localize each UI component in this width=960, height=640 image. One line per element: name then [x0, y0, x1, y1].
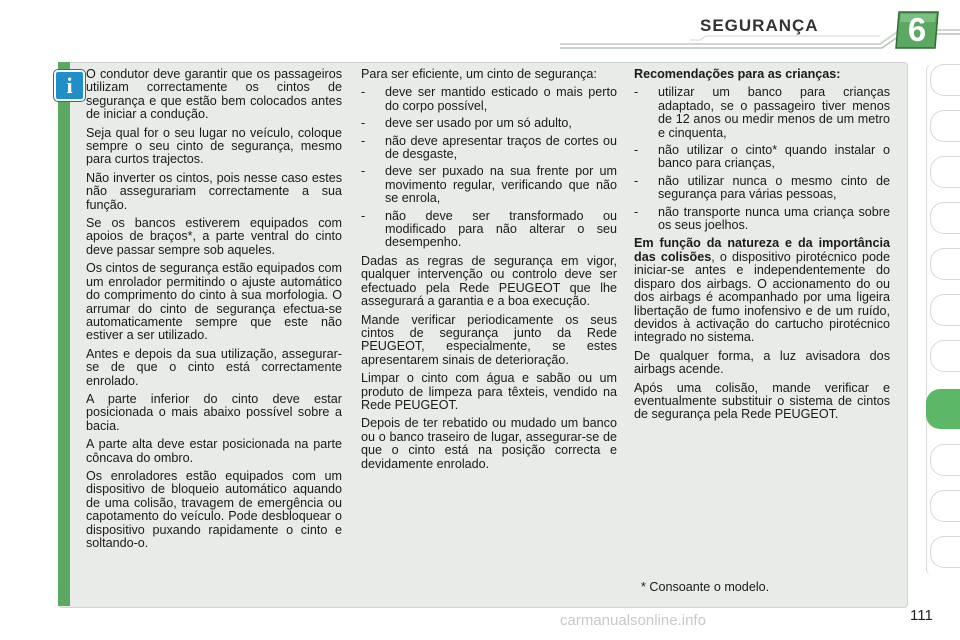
list-item-text: não deve ser transformado ou modificado para não alterar o seu desempenho.	[385, 208, 617, 250]
side-tab[interactable]	[930, 294, 960, 326]
list-item	[634, 144, 890, 171]
paragraph: Se os bancos estiverem equipados com apoios de braços*, a parte ventral do cinto deve passar sempre sob aqueles.	[86, 216, 342, 257]
dash-bullet: -	[361, 116, 366, 131]
belt-requirements-list	[361, 86, 617, 249]
side-tab[interactable]	[930, 536, 960, 568]
side-tab[interactable]	[930, 490, 960, 522]
paragraph: A parte inferior do cinto deve estar posicionada o mais abaixo possível sobre a bacia.	[86, 391, 342, 433]
paragraph: De qualquer forma, a luz avisadora dos airbags acende.	[634, 348, 890, 377]
list-item-text: utilizar um banco para crianças adaptado, se o passageiro tiver menos de 12 anos ou medir menos de um metro e cinquenta,	[658, 85, 890, 140]
airbag-paragraph	[634, 237, 890, 344]
paragraph: Os enroladores estão equipados com um dispositivo de bloqueio automático aquando de uma colisão, travagem de emergência ou capotamento do veículo. Pode desbloquear o dispositivo puxando rapidamente o cinto e soltando-o.	[86, 468, 342, 550]
list-item	[361, 117, 617, 130]
footnote: * Consoante o modelo.	[641, 580, 770, 594]
side-tab-strip	[926, 64, 960, 576]
paragraph: Dadas as regras de segurança em vigor, qualquer intervenção ou controlo deve ser efectuado pela Rede PEUGEOT que lhe assegurará a garantia e a boa execução.	[361, 253, 617, 309]
paragraph: A parte alta deve estar posicionada na parte côncava do ombro.	[86, 437, 342, 465]
dash-bullet: -	[361, 85, 366, 100]
section-title: SEGURANÇA	[700, 16, 819, 35]
paragraph: Após uma colisão, mande verificar e eventualmente substituir o sistema de cintos de segurança pela Rede PEUGEOT.	[634, 380, 890, 422]
side-tab[interactable]	[930, 156, 960, 188]
accent-bar	[58, 62, 70, 606]
dash-bullet: -	[361, 164, 366, 179]
side-tab-active[interactable]	[926, 389, 960, 429]
chapter-number: 6	[907, 11, 927, 48]
paragraph: Antes e depois da sua utilização, assegurar-se de que o cinto está correctamente enrolado.	[86, 346, 342, 388]
airbag-heading: Em função da natureza e da importância das colisões	[634, 236, 890, 264]
list-item-text: não utilizar nunca o mesmo cinto de segurança para várias pessoas,	[658, 173, 890, 202]
children-recommendations-list	[634, 86, 890, 232]
dash-bullet: -	[361, 133, 366, 148]
list-item-text: deve ser puxado na sua frente por um movimento regular, verificando que não se enrola,	[385, 164, 617, 206]
side-tab[interactable]	[930, 64, 960, 96]
paragraph: Os cintos de segurança estão equipados com um enrolador permitindo o ajuste automático do comprimento do cinto à sua morfologia. O arrumar do cinto de segurança efectua-se automaticamente sempre que este não estiver a ser utilizado.	[86, 261, 342, 343]
list-item-text: não transporte nunca uma criança sobre os seus joelhos.	[658, 204, 890, 233]
paragraph: O condutor deve garantir que os passageiros utilizam correctamente os cintos de segurança e que estão bem colocados antes de iniciar a condução.	[86, 67, 342, 122]
list-item	[361, 210, 617, 250]
dash-bullet: -	[634, 173, 639, 188]
paragraph: Seja qual for o seu lugar no veículo, coloque sempre o seu cinto de segurança, mesmo para curtos trajectos.	[86, 125, 342, 167]
list-item	[361, 86, 617, 113]
side-tab[interactable]	[930, 202, 960, 234]
list-item-text: deve ser usado por um só adulto,	[385, 116, 572, 131]
paragraph: Não inverter os cintos, pois nesse caso estes não assegurariam correctamente a sua função.	[86, 170, 342, 212]
list-item	[634, 86, 890, 140]
dash-bullet: -	[361, 208, 366, 223]
airbag-text: , o dispositivo pirotécnico pode iniciar-se antes e independentemente do disparo dos airbags. O accionamento do ou dos airbags é acompanhado por uma ligeira libertação de fumo inofensivo e de um ruído, devidos à activação do cartucho pirotécnico integrado no sistema.	[634, 249, 890, 345]
dash-bullet: -	[634, 85, 639, 100]
list-item	[361, 165, 617, 205]
column-left	[86, 68, 342, 555]
dash-bullet: -	[634, 204, 639, 219]
list-item	[634, 206, 890, 233]
dash-bullet: -	[634, 143, 639, 158]
paragraph: Mande verificar periodicamente os seus cintos de segurança junto da Rede PEUGEOT, especialmente, se estes apresentarem sinais de deterioração.	[361, 312, 617, 367]
side-tab[interactable]	[930, 110, 960, 142]
info-icon: i	[54, 70, 85, 101]
list-item	[361, 135, 617, 162]
list-item-text: deve ser mantido esticado o mais perto do corpo possível,	[385, 85, 617, 113]
column-right	[634, 68, 890, 427]
list-intro: Para ser eficiente, um cinto de segurança:	[361, 67, 597, 81]
side-tab[interactable]	[930, 248, 960, 280]
watermark: carmanualsonline.info	[560, 612, 706, 629]
side-tab[interactable]	[930, 444, 960, 476]
column-middle	[361, 68, 617, 476]
list-item	[634, 175, 890, 202]
page-number: 111	[910, 607, 933, 624]
paragraph: Depois de ter rebatido ou mudado um banco ou o banco traseiro de lugar, assegurar-se de que o cinto está na posição correcta e devidamente enrolado.	[361, 416, 617, 471]
paragraph: Limpar o cinto com água e sabão ou um produto de limpeza para têxteis, vendido na Rede PEUGEOT.	[361, 371, 617, 412]
list-item-text: não utilizar o cinto* quando instalar o banco para crianças,	[658, 143, 890, 171]
list-item-text: não deve apresentar traços de cortes ou de desgaste,	[385, 133, 617, 162]
children-recommendations-heading: Recomendações para as crianças:	[634, 67, 841, 81]
side-tab[interactable]	[930, 340, 960, 372]
